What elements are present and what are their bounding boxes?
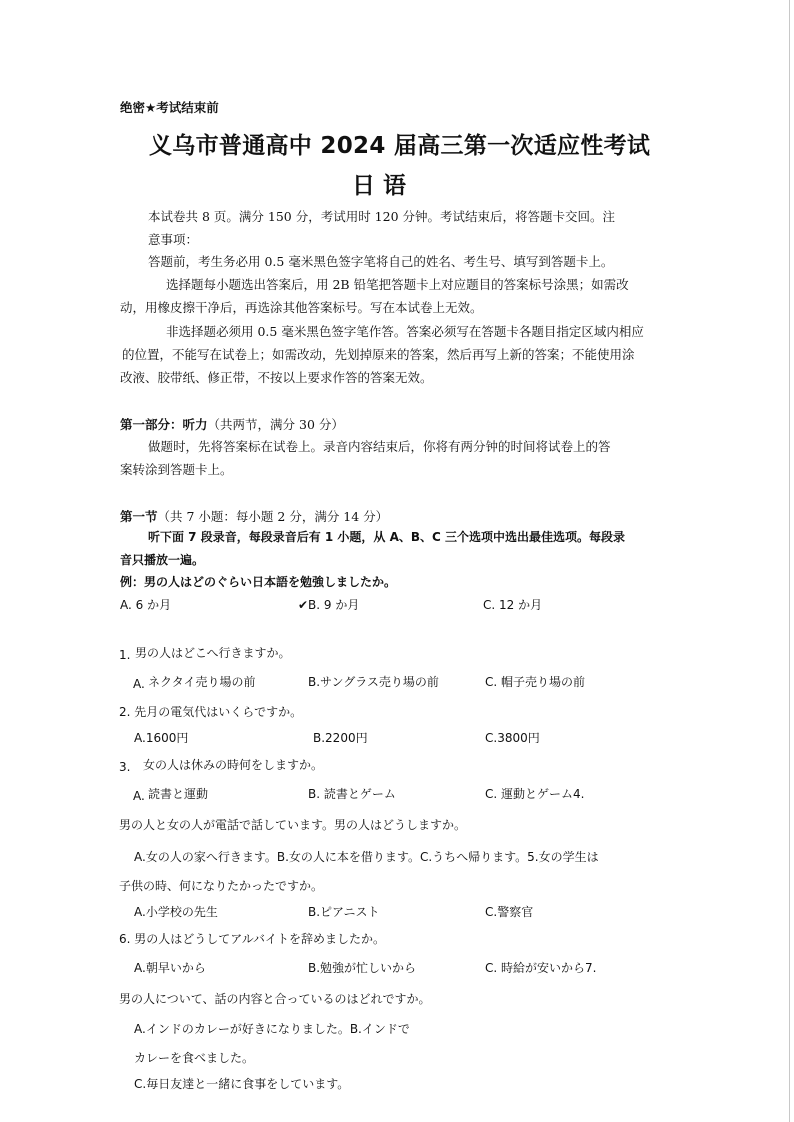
- q3-number: 3.: [119, 760, 131, 774]
- intro-line-2: 意事项：: [148, 232, 199, 247]
- example-option-b: ✔B. 9 か月: [298, 598, 360, 612]
- q3-option-a-label: A.: [133, 789, 145, 803]
- q1-option-c: C. 帽子売り場の前: [485, 675, 586, 689]
- q4-options: A.女の人の家へ行きます。B.女の人に本を借ります。C.うちへ帰ります。5.女の学生は: [134, 850, 599, 864]
- exam-title: 义乌市普通高中 2024 届高三第一次适应性考试: [149, 133, 651, 159]
- q7-text: 男の人について、話の内容と合っているのはどれですか。: [119, 992, 431, 1006]
- section1-title: 第一节: [120, 509, 158, 524]
- q2-option-c: C.3800円: [485, 731, 540, 745]
- q6-option-c: C. 時給が安いから7.: [485, 961, 597, 975]
- intro-line-1: 本试卷共 8 页。满分 150 分，考试用时 120 分钟。考试结束后，将答题卡交回。注: [148, 209, 616, 224]
- section1-instr-2: 音只播放一遍。: [120, 553, 205, 567]
- q5-text: 子供の時、何になりたかったですか。: [119, 879, 324, 893]
- q3-option-b: B. 読書とゲーム: [308, 787, 396, 801]
- q3-option-a: 読書と運動: [148, 787, 209, 801]
- q5-option-b: B.ピアニスト: [308, 905, 380, 919]
- q4-text: 男の人と女の人が電話で話しています。男の人はどうしますか。: [119, 818, 467, 832]
- q6-option-b: B.勉強が忙しいから: [308, 961, 417, 975]
- q1-option-b: B.サングラス売り場の前: [308, 675, 439, 689]
- part1-title: 第一部分：听力: [120, 417, 208, 432]
- subject-title: 日 语: [352, 173, 407, 199]
- section1-title-rest: （共 7 小题：每小题 2 分，满分 14 分）: [157, 509, 389, 524]
- q5-option-a: A.小学校の先生: [134, 905, 218, 919]
- q1-option-a: ネクタイ売り場の前: [148, 675, 256, 689]
- q7-option-a: A.インドのカレーが好きになりました。B.インドで: [134, 1022, 410, 1036]
- note-2a: 选择题每小题选出答案后，用 2B 铅笔把答题卡上对应题目的答案标号涂黑；如需改: [166, 277, 629, 292]
- example-option-a: A. 6 か月: [120, 598, 172, 612]
- part1-desc-2: 案转涂到答题卡上。: [120, 462, 233, 477]
- q6-text: 6. 男の人はどうしてアルバイトを辞めましたか。: [119, 932, 385, 946]
- note-3b: 的位置，不能写在试卷上；如需改动，先划掉原来的答案，然后再写上新的答案；不能使用涂: [122, 347, 635, 362]
- q1-number: 1.: [119, 648, 131, 662]
- q7-option-a-cont: カレーを食べました。: [134, 1051, 255, 1065]
- part1-heading: [120, 415, 344, 433]
- confidential-label: 绝密★考试结束前: [120, 100, 219, 115]
- q2-option-b: B.2200円: [313, 731, 368, 745]
- note-3c: 改液、胶带纸、修正带，不按以上要求作答的答案无效。: [120, 370, 433, 385]
- q7-option-c: C.毎日友達と一緒に食事をしています。: [134, 1077, 350, 1091]
- page-edge-line: [789, 0, 790, 1122]
- q5-option-c: C.警察官: [485, 905, 534, 919]
- q3-option-c: C. 運動とゲーム4.: [485, 787, 585, 801]
- q1-option-a-label: A.: [133, 677, 145, 691]
- part1-title-rest: （共两节，满分 30 分）: [207, 417, 344, 432]
- note-1: 答题前，考生务必用 0.5 毫米黑色签字笔将自己的姓名、考生号、填写到答题卡上。: [148, 254, 614, 269]
- section1-instr-1: 听下面 7 段录音，每段录音后有 1 小题，从 A、B、C 三个选项中选出最佳选项。每段录: [148, 530, 626, 544]
- note-3a: 非选择题必须用 0.5 毫米黑色签字笔作答。答案必须写在答题卡各题目指定区域内相应: [166, 324, 644, 339]
- example-question: 例：男の人はどのぐらい日本語を勉強しましたか。: [120, 575, 397, 589]
- q6-option-a: A.朝早いから: [134, 961, 206, 975]
- q2-option-a: A.1600円: [134, 731, 189, 745]
- note-2b: 动，用橡皮擦干净后，再选涂其他答案标号。写在本试卷上无效。: [120, 300, 483, 315]
- q2-text: 2. 先月の電気代はいくらですか。: [119, 705, 303, 719]
- q3-text: 女の人は休みの時何をしますか。: [143, 758, 324, 772]
- q1-text: 男の人はどこへ行きますか。: [135, 646, 291, 660]
- section1-heading: [120, 507, 388, 525]
- part1-desc-1: 做题时，先将答案标在试卷上。录音内容结束后，你将有两分钟的时间将试卷上的答: [148, 439, 611, 454]
- example-option-c: C. 12 か月: [483, 598, 543, 612]
